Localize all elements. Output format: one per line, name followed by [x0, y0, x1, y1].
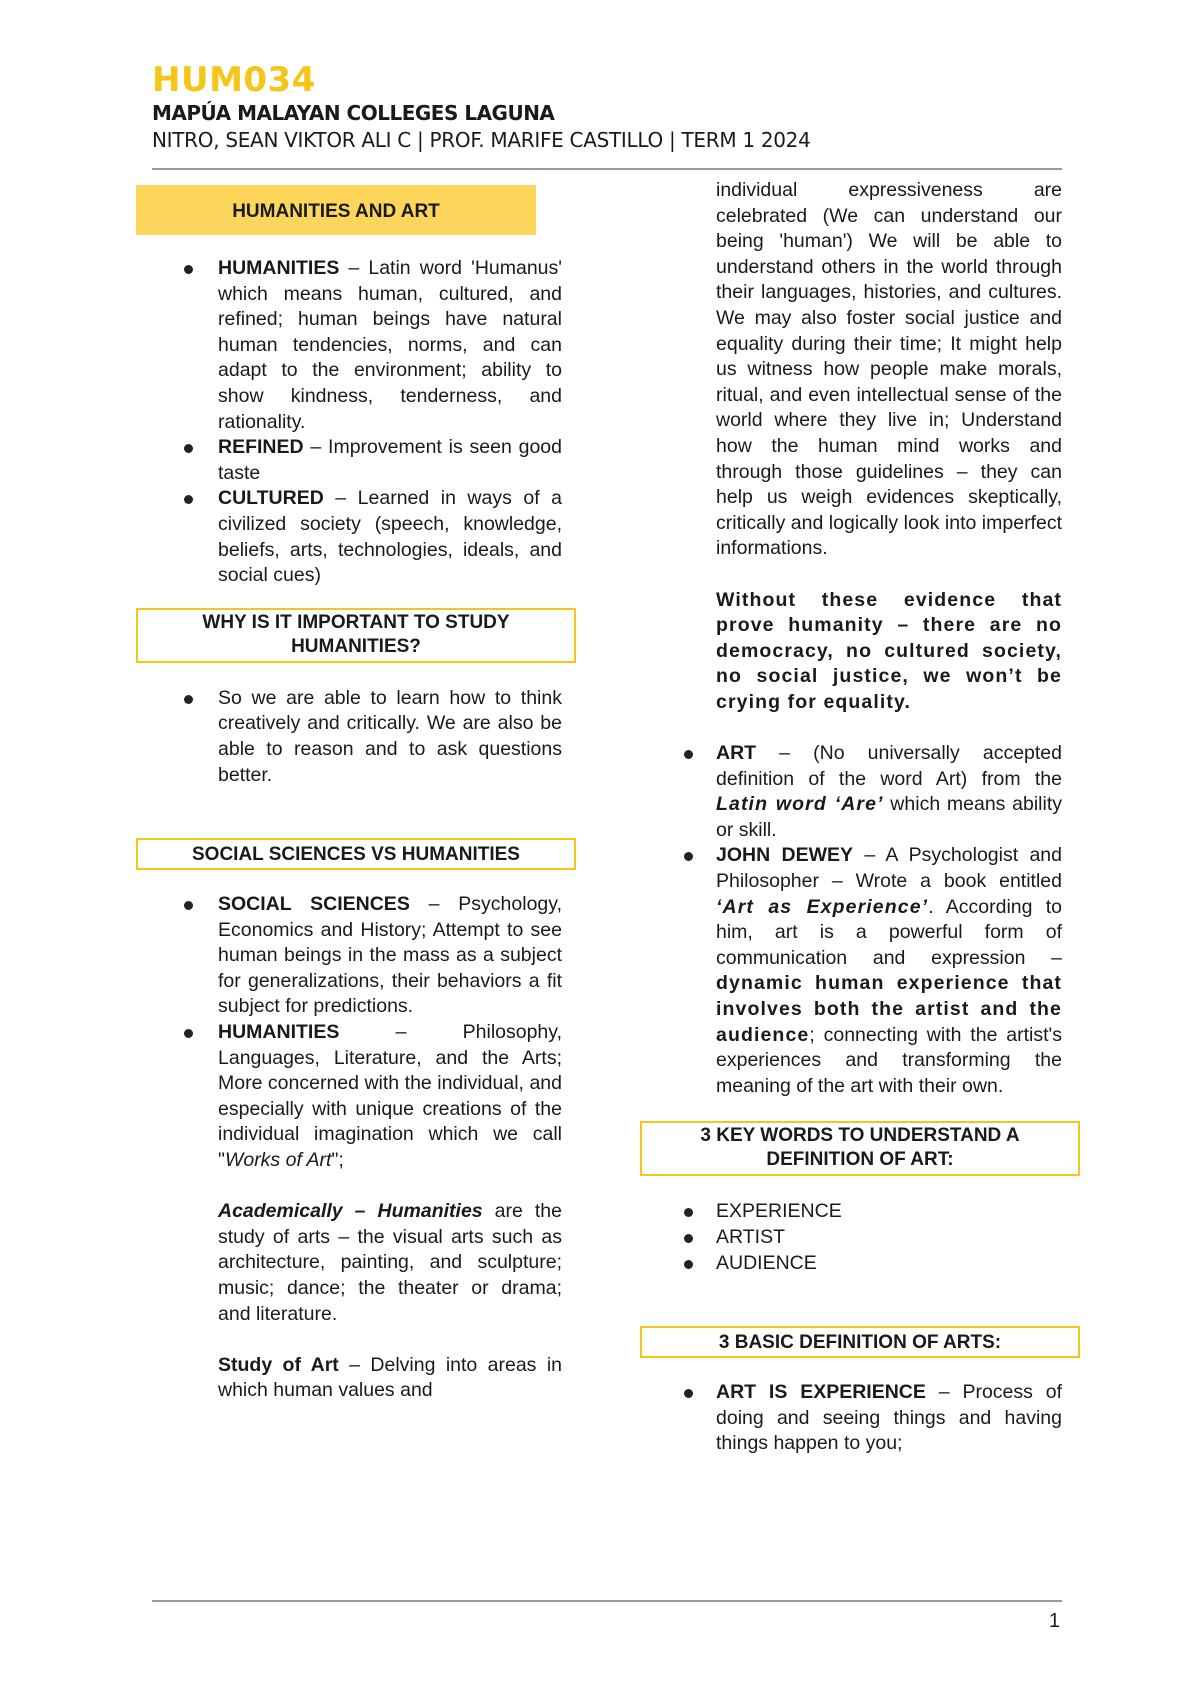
header-divider [152, 168, 1062, 170]
list-item: ART IS EXPERIENCE – Process of doing and seeing things and having things happen to you; [646, 1380, 1062, 1457]
basic-definition-list [646, 1380, 1062, 1457]
footer-divider [152, 1600, 1062, 1602]
section-heading-why-study-humanities: WHY IS IT IMPORTANT TO STUDY HUMANITIES? [136, 608, 576, 663]
why-study-list [146, 686, 562, 788]
list-item: So we are able to learn how to think creatively and critically. We are also be able to reason and to ask questions better. [146, 686, 562, 788]
social-sciences-list [146, 892, 562, 1174]
section-heading-3-basic-definition: 3 BASIC DEFINITION OF ARTS: [640, 1326, 1080, 1358]
list-item: HUMANITIES – Philosophy, Languages, Literature, and the Arts; More concerned with the individual, and especially with unique creations of the individual imagination which we call "Works of Art"; [146, 1020, 562, 1174]
key-words-list [646, 1199, 1062, 1276]
study-of-art-paragraph: Study of Art – Delving into areas in which human values and [218, 1353, 562, 1402]
continued-paragraph: individual expressiveness are celebrated (We can understand our being 'human') We will be able to understand others in the world through their languages, histories, and cultures. We may also foster social justice and equality during their time; It might help us witness how people make morals, ritual, and even intellectual sense of the world where they live in; Understand how the human mind works and through those guidelines – they can help us weigh evidences skeptically, critically and logically look into imperfect informations. [716, 179, 1062, 560]
list-item: REFINED – Improvement is seen good taste [146, 435, 562, 486]
list-item: EXPERIENCE [646, 1199, 1062, 1225]
school-name: MAPÚA MALAYAN COLLEGES LAGUNA [152, 101, 555, 125]
section-heading-humanities-and-art: HUMANITIES AND ART [136, 185, 536, 235]
left-column [146, 178, 592, 1404]
list-item: CULTURED – Learned in ways of a civilized society (speech, knowledge, beliefs, arts, technologies, ideals, and social cues) [146, 486, 562, 588]
bold-statement: Without these evidence that prove humanity – there are no democracy, no cultured society, no social justice, we won’t be crying for equality. [716, 588, 1062, 713]
humanities-definition-list [146, 256, 562, 589]
list-item: HUMANITIES – Latin word 'Humanus' which means human, cultured, and refined; human beings have natural human tendencies, norms, and can adapt to the environment; ability to show kindness, tenderness, and rationality. [146, 256, 562, 435]
list-item: ART – (No universally accepted definition of the word Art) from the Latin word ‘Are’ which means ability or skill. [646, 741, 1062, 843]
section-heading-3-key-words: 3 KEY WORDS TO UNDERSTAND A DEFINITION OF ART: [640, 1121, 1080, 1176]
right-column [640, 178, 1070, 1457]
list-item: ARTIST [646, 1225, 1062, 1251]
list-item: JOHN DEWEY – A Psychologist and Philosopher – Wrote a book entitled ‘Art as Experience’. According to him, art is a powerful form of communication and expression – dynamic human experience that involves both the artist and the audience; connecting with the artist's experiences and transforming the meaning of the art with their own. [646, 843, 1062, 1099]
list-item: AUDIENCE [646, 1251, 1062, 1277]
page-number: 1 [1048, 1610, 1060, 1632]
academically-paragraph: Academically – Humanities are the study of arts – the visual arts such as architecture, painting, and sculpture; music; dance; the theater or drama; and literature. [218, 1200, 562, 1325]
art-definition-list [646, 741, 1062, 1099]
section-heading-social-sciences-vs-humanities: SOCIAL SCIENCES VS HUMANITIES [136, 838, 576, 870]
author-line: NITRO, SEAN VIKTOR ALI C | PROF. MARIFE CASTILLO | TERM 1 2024 [152, 128, 811, 152]
list-item: SOCIAL SCIENCES – Psychology, Economics and History; Attempt to see human beings in the mass as a subject for generalizations, their behaviors a fit subject for predictions. [146, 892, 562, 1020]
document-header [152, 60, 1052, 154]
course-code: HUM034 [152, 60, 316, 100]
